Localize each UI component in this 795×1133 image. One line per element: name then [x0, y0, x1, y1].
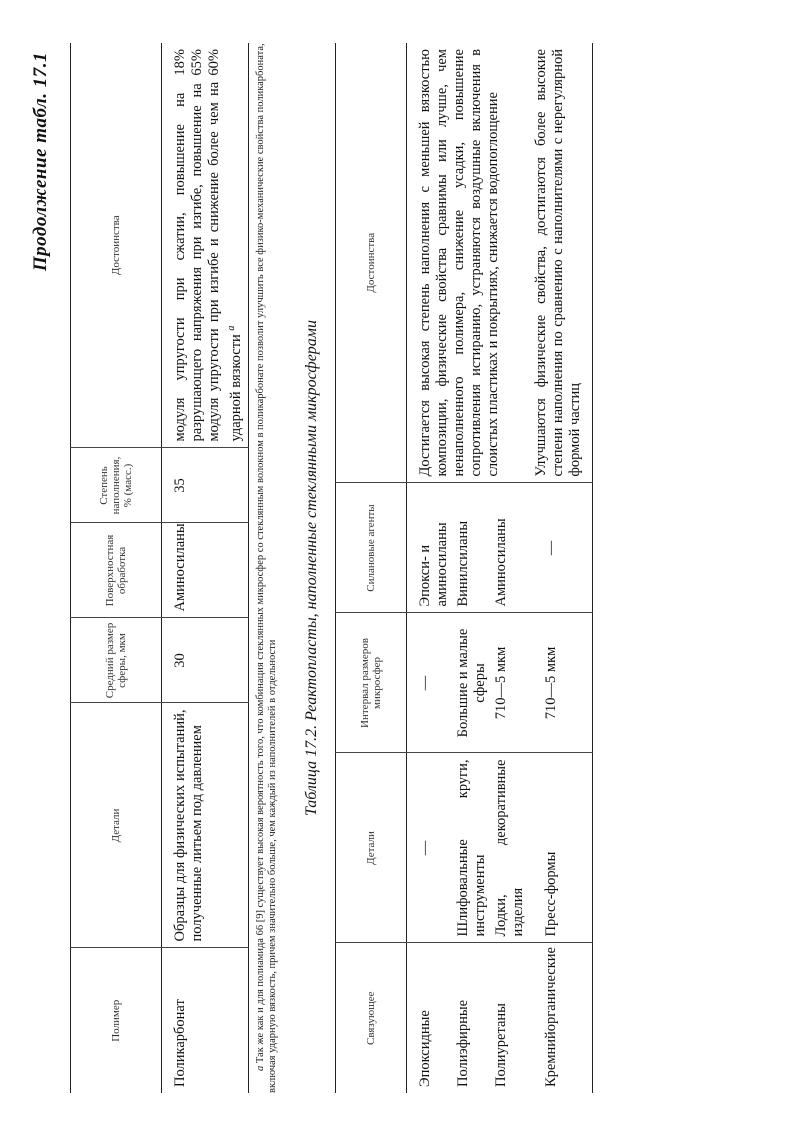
t2-r3-sizes: 710—5 мкм: [529, 613, 593, 753]
t2-r1-parts: Шлифовальные круги, инструменты: [453, 753, 491, 943]
t2-r2-sizes: 710—5 мкм: [491, 613, 529, 753]
t2-r2-silanes: Аминосиланы: [491, 483, 529, 613]
t2-header-parts: Детали: [335, 753, 406, 943]
t1-header-advantages: Достоинства: [71, 43, 162, 448]
t1-header-degree: Степень наполнения, % (масс.): [71, 448, 162, 523]
t2-r2-binder: Полиуретаны: [492, 1003, 509, 1087]
t1-advantages-cell: [162, 43, 249, 448]
t2-r3-binder: Кремнийорганические: [542, 947, 559, 1087]
t1-header-size: Средний размер сферы, мкм: [71, 618, 162, 703]
t2-r0-parts: —: [406, 753, 453, 943]
t1-size: 30: [162, 618, 249, 703]
t2-r1-sizes: Большие и малые сферы: [453, 613, 491, 753]
t2-r3-silanes: —: [529, 483, 593, 613]
t1-surface: Аминосиланы: [162, 523, 249, 618]
t2-r3-advantages: Улучшаются физические свойства, достигаются более высокие степени наполнения по сравнению с наполнителями с нерегулярной формой частиц: [529, 43, 593, 483]
t2-header-sizes: Интервал размеров микросфер: [335, 613, 406, 753]
t2-r1-binder: Полиэфирные: [454, 999, 471, 1087]
t1-header-parts: Детали: [71, 703, 162, 948]
t2-r0-binder: Эпоксидные: [416, 1010, 433, 1087]
t1-parts: Образцы для физических испытаний, полученные литьем под давлением: [162, 703, 249, 948]
t1-advantages-mark: а: [226, 325, 237, 331]
table-row: [529, 43, 593, 1093]
table1-footnote: [255, 43, 279, 1093]
table1-header-row: [71, 43, 162, 1093]
t1-polymer: Поликарбонат: [172, 999, 188, 1087]
table-row: [162, 43, 249, 1093]
t2-r1-silanes: Винилсиланы: [453, 483, 491, 613]
t2-r0-silanes: Эпокси- и аминосиланы: [406, 483, 453, 613]
continuation-title: Продолжение табл. 17.1: [30, 52, 51, 272]
t1-advantages: модуля упругости при сжатии, повышение на 18% разрушающего напряжения при изгибе, повышение на 65% модуля упругости при изгибе и снижение более чем на 60% ударной вязкости: [172, 49, 244, 442]
t2-r0-sizes: —: [406, 613, 453, 753]
t2-header-binder: Связующее: [364, 991, 377, 1046]
t2-r0-advantages: Достигается высокая степень наполнения с меньшей вязкостью композиции, физические свойства сравнимы или лучше, чем ненаполненного полимера, снижение усадки, повышение сопротивления истиранию, устраняются воздушные включения в слоистых пластиках и покрытиях, снижается водопоглощение: [406, 43, 529, 483]
footnote-text: Так же как и для полиамида 66 [9] существует высокая вероятность того, что комбинация стеклянных микросфер со стеклянным волокном в поликарбонате позволит улучшить все физико-механические свойства поликарбоната, включая ударную вязкость, причем значительно больше, чем каждый из наполнителей в отдельности: [254, 43, 278, 1093]
t2-header-silanes: Силановые агенты: [335, 483, 406, 613]
t2-header-advantages: Достоинства: [335, 43, 406, 483]
table-row: [406, 43, 453, 1093]
t2-r2-parts: Лодки, декоративные изделия: [491, 753, 529, 943]
table2-header-row: [335, 43, 406, 1093]
table2-caption: Таблица 17.2. Реактопласты, наполненные стеклянными микросферами: [302, 319, 320, 817]
t1-header-surface: Поверхностная обработка: [71, 523, 162, 618]
table-17-1-continuation: [70, 43, 249, 1093]
t2-r3-parts: Пресс-формы: [529, 753, 593, 943]
footnote-mark: а: [254, 1065, 266, 1071]
table-17-2: [335, 43, 593, 1093]
t1-degree: 35: [162, 448, 249, 523]
t1-header-polymer: Полимер: [110, 999, 122, 1042]
